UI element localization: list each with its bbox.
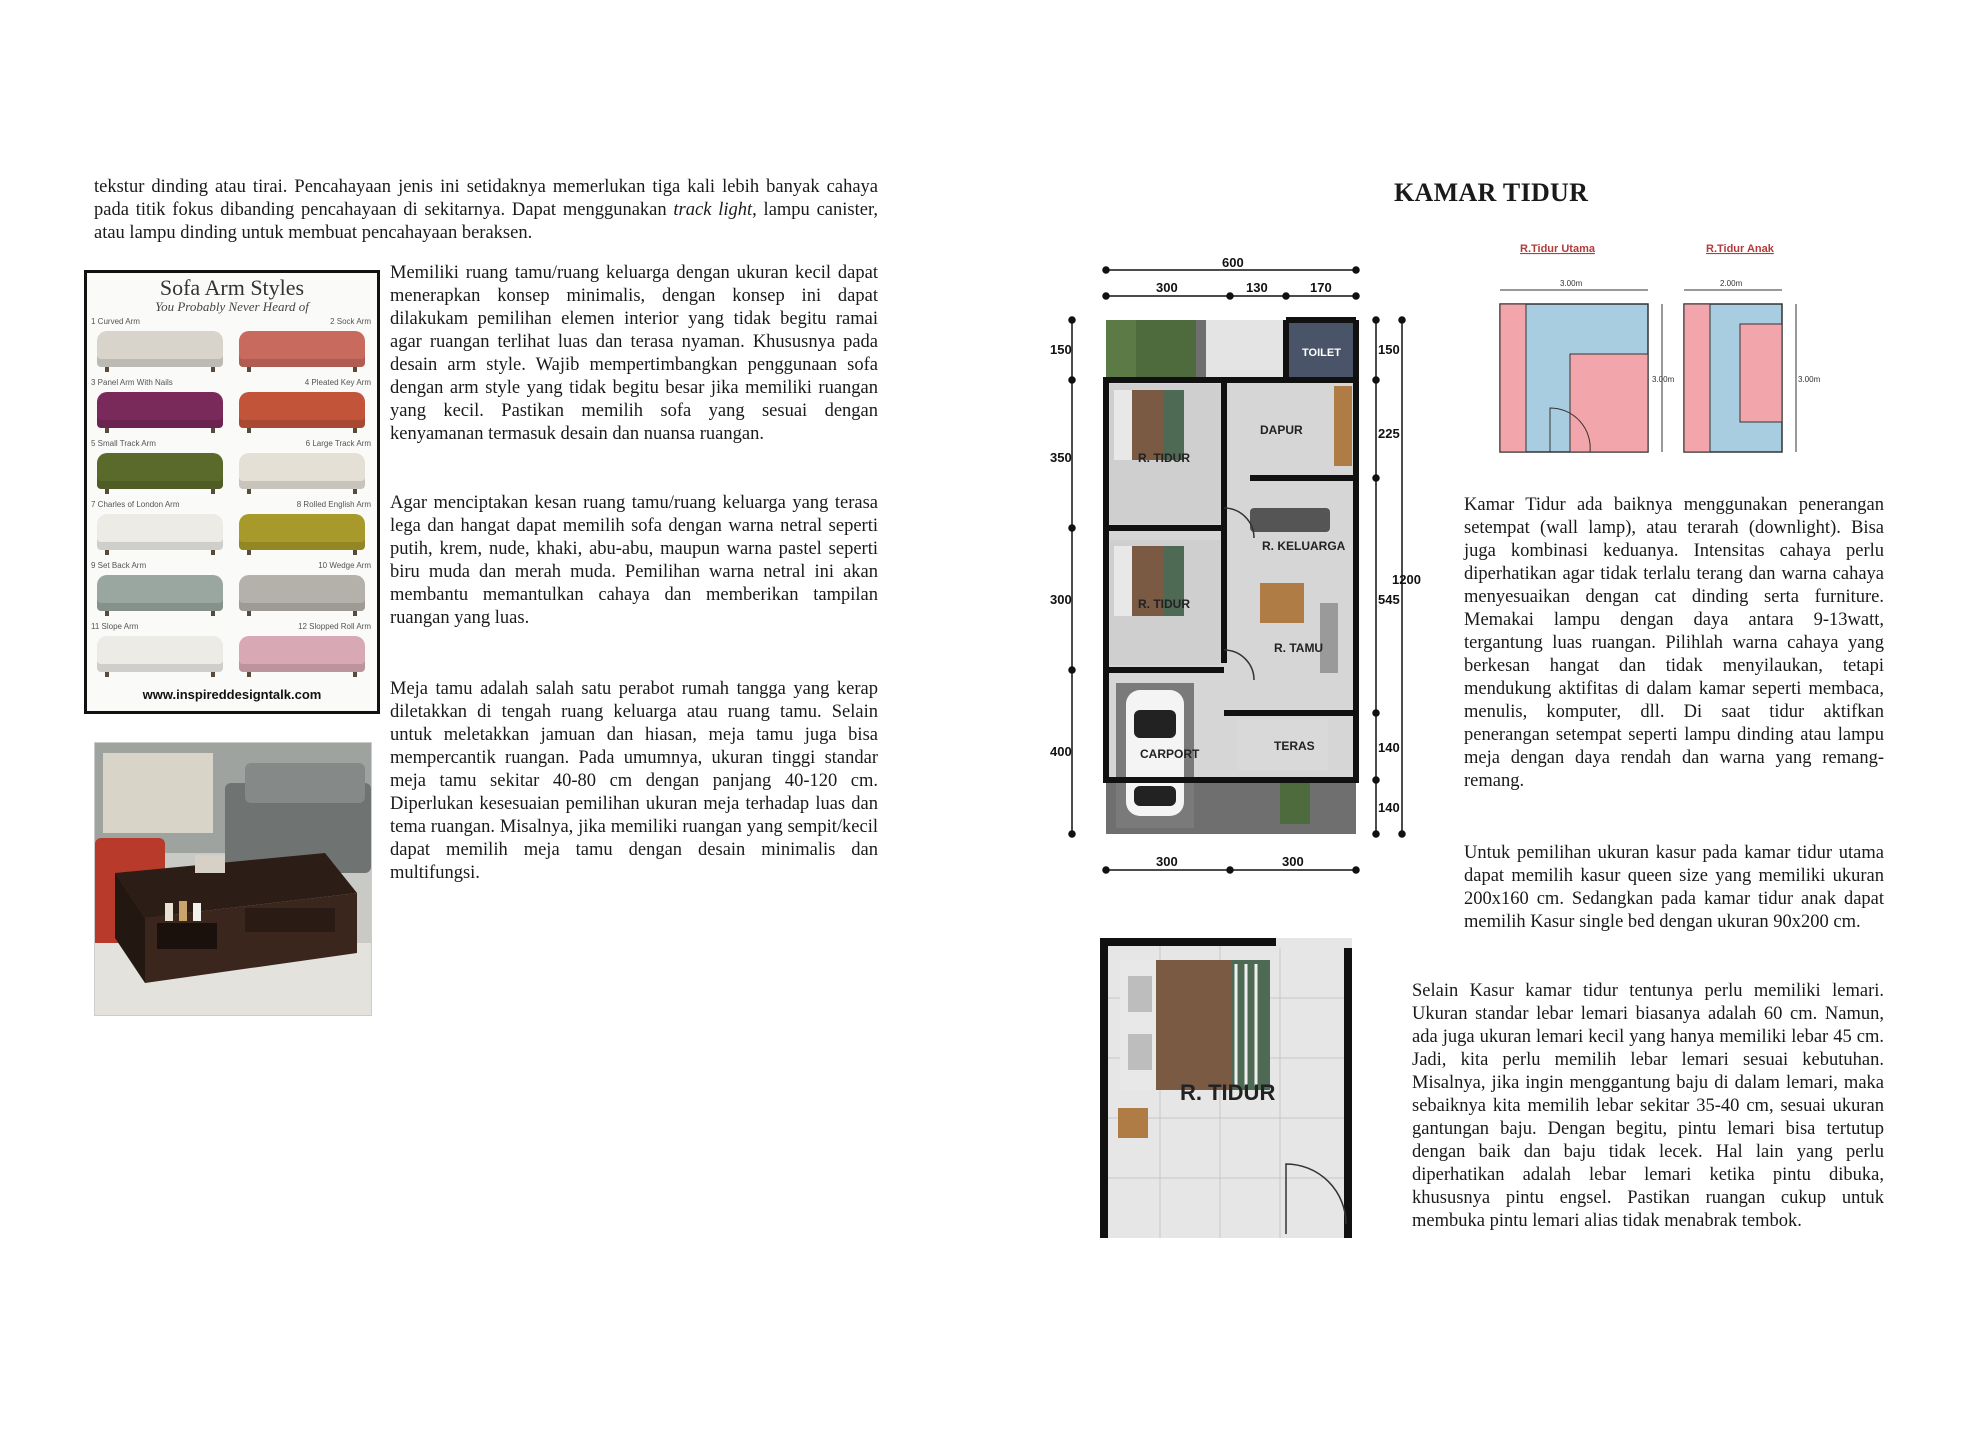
sofa-icon <box>97 636 223 672</box>
bedroom-detail-plan <box>1100 938 1352 1238</box>
sofa-item <box>91 317 229 377</box>
bedroom-layouts <box>1490 238 1830 460</box>
room-label-keluarga: R. KELUARGA <box>1262 539 1346 553</box>
sofa-item-label: 6 Large Track Arm <box>305 439 371 448</box>
dim-top-b: 130 <box>1246 280 1268 295</box>
dim-bottom-b: 300 <box>1282 854 1304 869</box>
layout-utama-width: 3.00m <box>1560 279 1583 288</box>
layout-utama-height: 3.00m <box>1652 375 1675 384</box>
sofa-legs <box>247 428 357 433</box>
sofa-item-label: 11 Slope Arm <box>91 622 139 631</box>
dim-right-d: 140 <box>1378 740 1400 755</box>
dim-left-c: 300 <box>1050 592 1072 607</box>
sofa-icon <box>97 331 223 367</box>
dim-left-a: 150 <box>1050 342 1072 357</box>
room-label-tamu: R. TAMU <box>1274 641 1324 655</box>
sofa-legs <box>105 428 215 433</box>
sofa-item-label: 3 Panel Arm With Nails <box>91 378 173 387</box>
dim-top-total: 600 <box>1222 258 1244 270</box>
sofa-legs <box>105 367 215 372</box>
room-label-carport: CARPORT <box>1140 747 1200 761</box>
room-label-toilet: TOILET <box>1302 347 1341 359</box>
sofa-item-label: 7 Charles of London Arm <box>91 500 180 509</box>
dim-top-c: 170 <box>1310 280 1332 295</box>
layout-label-utama: R.Tidur Utama <box>1520 243 1595 255</box>
sofa-icon <box>239 453 365 489</box>
sofa-item-label: 4 Pleated Key Arm <box>304 378 371 387</box>
sofa-arm-styles-poster <box>84 270 380 714</box>
sofa-icon <box>239 331 365 367</box>
layout-anak-height: 3.00m <box>1798 375 1821 384</box>
sofa-legs <box>247 367 357 372</box>
sofa-item-label: 10 Wedge Arm <box>318 561 371 570</box>
sofa-item-label: 12 Slopped Roll Arm <box>298 622 371 631</box>
sofa-legs <box>105 489 215 494</box>
sofa-icon <box>239 575 365 611</box>
sofa-item-label: 8 Rolled English Arm <box>296 500 371 509</box>
sofa-legs <box>105 550 215 555</box>
sofa-color-paragraph: Agar menciptakan kesan ruang tamu/ruang keluarga yang terasa lega dan hangat dapat memilih sofa dengan warna netral seperti putih, krem, nude, khaki, abu-abu, maupun warna pastel seperti biru muda dan merah muda. Pemilihan warna netral ini akan membantu memantulkan cahaya dan memberikan tampilan ruangan yang luas. <box>390 493 878 628</box>
sofa-icon <box>239 392 365 428</box>
house-floor-plan <box>1050 258 1430 888</box>
sofa-item <box>91 561 229 621</box>
sofa-icon <box>97 392 223 428</box>
poster-subtitle: You Probably Never Heard of <box>155 299 309 314</box>
sofa-item <box>91 439 229 499</box>
dim-top-a: 300 <box>1156 280 1178 295</box>
sofa-icon <box>97 514 223 550</box>
layout-label-anak: R.Tidur Anak <box>1706 243 1774 255</box>
room-label-teras: TERAS <box>1274 739 1315 753</box>
sofa-item <box>233 561 371 621</box>
dim-left-b: 350 <box>1050 450 1072 465</box>
sofa-grid <box>91 317 373 681</box>
sofa-legs <box>105 611 215 616</box>
sofa-legs <box>105 672 215 677</box>
intro-italic: track light <box>673 200 753 220</box>
dim-right-e: 140 <box>1378 800 1400 815</box>
sofa-legs <box>247 489 357 494</box>
sofa-item <box>233 317 371 377</box>
sofa-size-paragraph: Memiliki ruang tamu/ruang keluarga dengan ukuran kecil dapat menerapkan konsep minimalis, dengan konsep ini dapat dilakukam pemilihan elemen interior yang tidak begitu ramai agar ruangan terlihat luas dan terasa nyaman. Khususnya pada desain arm style. Wajib mempertimbangkan penggunaan sofa dengan arm style yang tidak begitu besar jika memiliki ruangan yang kecil. Pastikan memilih sofa yang sesuai dengan kenyamanan termasuk desain dan nuansa ruangan. <box>390 263 878 444</box>
poster-footer: www.inspireddesigntalk.com <box>142 687 322 702</box>
sofa-item <box>233 378 371 438</box>
sofa-item <box>233 439 371 499</box>
dim-left-d: 400 <box>1050 744 1072 759</box>
dim-right-c: 545 <box>1378 592 1400 607</box>
sofa-legs <box>247 611 357 616</box>
sofa-icon <box>239 514 365 550</box>
sofa-legs <box>247 550 357 555</box>
sofa-item-label: 2 Sock Arm <box>330 317 371 326</box>
coffee-table-illustration <box>95 743 371 1015</box>
sofa-item-label: 9 Set Back Arm <box>91 561 147 570</box>
room-label-tidur-1: R. TIDUR <box>1138 451 1190 465</box>
sofa-item <box>91 622 229 682</box>
sofa-icon <box>97 453 223 489</box>
sofa-item-label: 1 Curved Arm <box>91 317 140 326</box>
dim-bottom-a: 300 <box>1156 854 1178 869</box>
lighting-paragraph: Kamar Tidur ada baiknya menggunakan penerangan setempat (wall lamp), atau terarah (downlight). Bisa juga kombinasi keduanya. Intensitas cahaya perlu diperhatikan agar tidak terlalu terang dan warna cahaya menyesuaikan dengan cat dinding serta furniture. Memakai lampu dengan daya antara 9-13watt, tergantung luas ruangan. Pilihlah warna cahaya yang berkesan hangat dan tidak menyilaukan, tetapi mendukung aktifitas di dalam kamar seperti membaca, menulis, komputer, dll. Di saat tidur aktifkan penerangan setempat seperti lampu dinding atau lampu meja dengan daya rendah dan warna yang remang-remang. <box>1464 495 1884 791</box>
bedroom-detail-label: R. TIDUR <box>1180 1080 1276 1105</box>
sofa-item <box>91 500 229 560</box>
sofa-item <box>233 500 371 560</box>
dim-right-a: 150 <box>1378 342 1400 357</box>
intro-paragraph: tekstur dinding atau tirai. Pencahayaan jenis ini setidaknya memerlukan tiga kali lebih banyak cahaya pada titik fokus dibanding pencahayaan di sekitarnya. Dapat menggunakan track light, lampu canister, atau lampu dinding untuk membuat pencahayaan beraksen. <box>94 177 878 243</box>
room-label-tidur-2: R. TIDUR <box>1138 597 1190 611</box>
section-title: KAMAR TIDUR <box>1394 178 1589 207</box>
coffee-table-paragraph: Meja tamu adalah salah satu perabot rumah tangga yang kerap diletakkan di tengah ruang keluarga atau ruang tamu. Selain untuk meletakkan jamuan dan hiasan, meja tamu juga bisa mempercantik ruangan. Pada umumnya, ukuran tinggi standar meja tamu sekitar 40-80 cm dengan panjang 40-120 cm. Diperlukan kesesuaian pemilihan ukuran meja terhadap luas dan tema ruangan. Misalnya, jika memiliki ruangan yang sempit/kecil dapat memilih meja tamu dengan desain minimalis dan multifungsi. <box>390 679 878 883</box>
wardrobe-paragraph: Selain Kasur kamar tidur tentunya perlu memiliki lemari. Ukuran standar lebar lemari biasanya adalah 60 cm. Namun, ada juga ukuran lemari kecil yang hanya memiliki lebar 45 cm. Jadi, kita perlu memilih lebar lemari sesuai kebutuhan. Misalnya, jika ingin menggantung baju di dalam lemari, maka sebaiknya kita memilih lebar sekitar 35-40 cm, sesuai ukuran gantungan baju. Dengan begitu, pintu lemari bisa tertutup dengan baik dan baju tidak lecek. Hal lain yang perlu diperhatikan adalah lebar lemari ketika pintu dibuka, khususnya pintu engsel. Pastikan ruangan cukup untuk membuka pintu lemari alias tidak menabrak tembok. <box>1412 981 1884 1231</box>
sofa-item <box>91 378 229 438</box>
dim-right-b: 225 <box>1378 426 1400 441</box>
sofa-legs <box>247 672 357 677</box>
room-label-dapur: DAPUR <box>1260 423 1303 437</box>
coffee-table-photo <box>94 742 372 1016</box>
sofa-item-label: 5 Small Track Arm <box>91 439 156 448</box>
mattress-paragraph: Untuk pemilihan ukuran kasur pada kamar tidur utama dapat memilih kasur queen size yang memiliki ukuran 200x160 cm. Sedangkan pada kamar tidur anak dapat memilih Kasur single bed dengan ukuran 90x200 cm. <box>1464 843 1884 932</box>
layout-anak-width: 2.00m <box>1720 279 1743 288</box>
sofa-icon <box>97 575 223 611</box>
poster-title: Sofa Arm Styles <box>159 275 305 300</box>
dim-right-total: 1200 <box>1392 572 1421 587</box>
sofa-icon <box>239 636 365 672</box>
sofa-item <box>233 622 371 682</box>
